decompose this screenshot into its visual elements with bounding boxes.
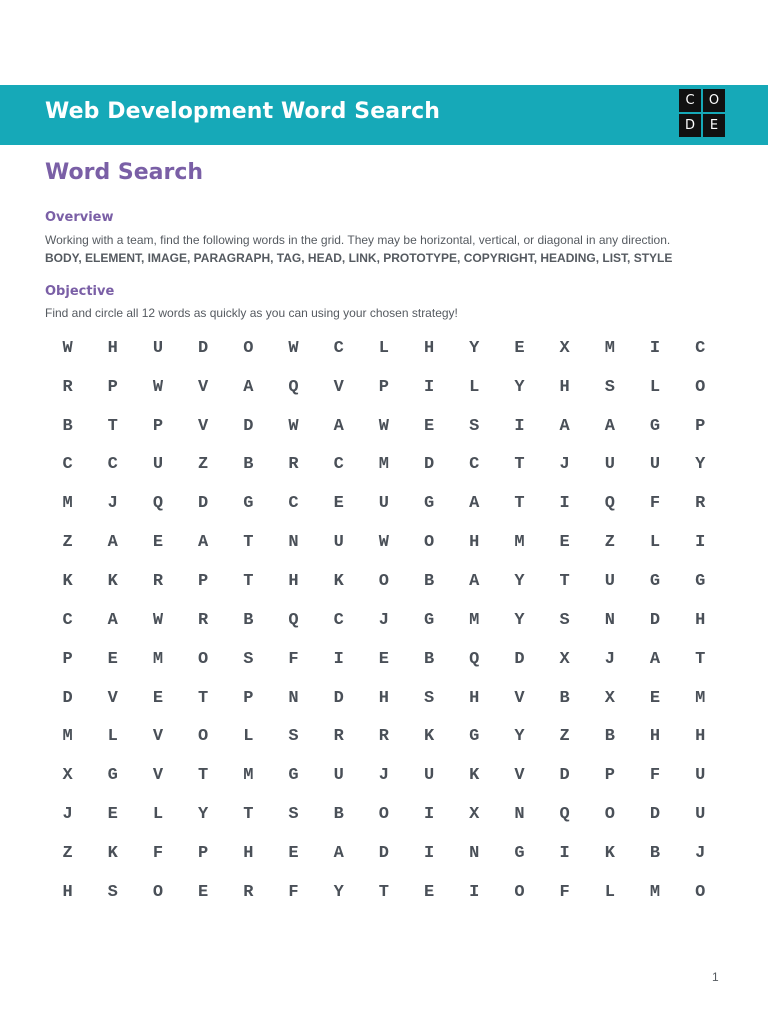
grid-letter[interactable]: S: [107, 882, 118, 902]
grid-letter[interactable]: D: [514, 649, 525, 669]
grid-letter[interactable]: W: [288, 338, 299, 358]
grid-letter[interactable]: E: [288, 843, 299, 863]
grid-letter[interactable]: A: [333, 843, 344, 863]
page-title: Word Search: [45, 160, 204, 185]
grid-letter[interactable]: B: [423, 571, 435, 591]
grid-letter[interactable]: M: [604, 338, 615, 358]
grid-letter[interactable]: D: [198, 338, 209, 358]
grid-letter[interactable]: K: [469, 766, 480, 786]
page-number: 1: [712, 970, 719, 984]
grid-letter[interactable]: Z: [62, 533, 73, 553]
grid-letter[interactable]: N: [469, 843, 480, 863]
grid-letter[interactable]: M: [695, 688, 706, 708]
grid-letter[interactable]: P: [378, 377, 389, 397]
grid-letter[interactable]: T: [198, 688, 209, 708]
grid-letter[interactable]: S: [559, 610, 570, 630]
grid-letter[interactable]: P: [198, 571, 209, 591]
grid-letter[interactable]: E: [152, 688, 164, 708]
grid-letter[interactable]: Z: [198, 455, 209, 475]
grid-letter[interactable]: T: [198, 766, 209, 786]
grid-letter[interactable]: T: [243, 805, 254, 825]
grid-letter[interactable]: Y: [333, 882, 344, 902]
grid-letter[interactable]: D: [198, 494, 209, 514]
grid-letter[interactable]: J: [378, 766, 389, 786]
grid-letter[interactable]: X: [469, 805, 480, 825]
grid-letter[interactable]: E: [649, 688, 661, 708]
grid-letter[interactable]: R: [333, 727, 344, 747]
grid-letter[interactable]: G: [514, 843, 525, 863]
grid-letter[interactable]: C: [62, 610, 73, 630]
grid-letter[interactable]: W: [62, 338, 73, 358]
grid-letter[interactable]: W: [378, 533, 389, 553]
grid-letter[interactable]: L: [649, 377, 661, 397]
grid-letter[interactable]: V: [333, 377, 344, 397]
grid-letter[interactable]: P: [152, 416, 164, 436]
grid-letter[interactable]: M: [152, 649, 164, 669]
grid-letter[interactable]: V: [514, 688, 525, 708]
grid-letter[interactable]: Y: [514, 377, 525, 397]
grid-letter[interactable]: O: [604, 805, 615, 825]
grid-letter[interactable]: I: [423, 805, 435, 825]
grid-letter[interactable]: R: [152, 571, 164, 591]
grid-letter[interactable]: O: [514, 882, 525, 902]
logo-letter: O: [703, 89, 725, 112]
grid-letter[interactable]: K: [604, 843, 615, 863]
grid-letter[interactable]: K: [423, 727, 435, 747]
grid-letter[interactable]: N: [288, 533, 299, 553]
grid-letter[interactable]: O: [378, 805, 389, 825]
grid-letter[interactable]: T: [695, 649, 706, 669]
grid-letter[interactable]: E: [333, 494, 344, 514]
grid-letter[interactable]: U: [604, 571, 615, 591]
grid-letter[interactable]: I: [423, 377, 435, 397]
grid-letter[interactable]: U: [604, 455, 615, 475]
grid-letter[interactable]: K: [107, 571, 118, 591]
code-org-logo: [679, 89, 725, 137]
grid-letter[interactable]: B: [649, 843, 661, 863]
grid-letter[interactable]: K: [107, 843, 118, 863]
grid-letter[interactable]: D: [423, 455, 435, 475]
grid-letter[interactable]: A: [107, 533, 118, 553]
grid-letter[interactable]: J: [107, 494, 118, 514]
grid-letter[interactable]: Y: [514, 727, 525, 747]
grid-letter[interactable]: O: [198, 727, 209, 747]
grid-letter[interactable]: J: [604, 649, 615, 669]
grid-letter[interactable]: Q: [288, 610, 299, 630]
objective-heading: Objective: [45, 284, 115, 299]
grid-letter[interactable]: E: [514, 338, 525, 358]
grid-letter[interactable]: Q: [152, 494, 164, 514]
grid-letter[interactable]: B: [604, 727, 615, 747]
grid-letter[interactable]: E: [378, 649, 389, 669]
grid-letter[interactable]: H: [469, 533, 480, 553]
grid-letter[interactable]: I: [333, 649, 344, 669]
grid-letter[interactable]: V: [152, 766, 164, 786]
grid-letter[interactable]: Q: [604, 494, 615, 514]
grid-letter[interactable]: U: [333, 533, 344, 553]
grid-letter[interactable]: C: [288, 494, 299, 514]
grid-letter[interactable]: K: [333, 571, 344, 591]
grid-letter[interactable]: Y: [514, 610, 525, 630]
grid-letter[interactable]: Z: [604, 533, 615, 553]
grid-letter[interactable]: M: [243, 766, 254, 786]
grid-letter[interactable]: L: [243, 727, 254, 747]
grid-letter[interactable]: G: [107, 766, 118, 786]
grid-letter[interactable]: E: [559, 533, 570, 553]
grid-letter[interactable]: M: [378, 455, 389, 475]
grid-letter[interactable]: X: [559, 649, 570, 669]
grid-letter[interactable]: Z: [62, 843, 73, 863]
grid-letter[interactable]: S: [604, 377, 615, 397]
grid-letter[interactable]: D: [62, 688, 73, 708]
grid-letter[interactable]: N: [514, 805, 525, 825]
grid-letter[interactable]: G: [649, 416, 661, 436]
grid-letter[interactable]: D: [649, 805, 661, 825]
grid-letter[interactable]: W: [152, 610, 164, 630]
grid-letter[interactable]: F: [288, 882, 299, 902]
grid-letter[interactable]: T: [514, 455, 525, 475]
grid-letter[interactable]: B: [243, 455, 254, 475]
grid-letter[interactable]: S: [288, 727, 299, 747]
grid-letter[interactable]: S: [469, 416, 480, 436]
logo-letter: D: [679, 114, 701, 137]
grid-letter[interactable]: B: [423, 649, 435, 669]
grid-letter[interactable]: I: [559, 494, 570, 514]
overview-heading: Overview: [45, 210, 114, 225]
grid-letter[interactable]: G: [243, 494, 254, 514]
grid-letter[interactable]: U: [695, 805, 706, 825]
logo-letter: E: [703, 114, 725, 137]
grid-letter[interactable]: C: [62, 455, 73, 475]
grid-letter[interactable]: G: [423, 494, 435, 514]
grid-letter[interactable]: P: [198, 843, 209, 863]
grid-letter[interactable]: H: [62, 882, 73, 902]
grid-letter[interactable]: G: [469, 727, 480, 747]
grid-letter[interactable]: P: [107, 377, 118, 397]
grid-letter[interactable]: J: [559, 455, 570, 475]
grid-letter[interactable]: Y: [469, 338, 480, 358]
grid-letter[interactable]: L: [152, 805, 164, 825]
grid-letter[interactable]: A: [198, 533, 209, 553]
grid-letter[interactable]: V: [107, 688, 118, 708]
grid-letter[interactable]: Q: [469, 649, 480, 669]
grid-letter[interactable]: A: [649, 649, 661, 669]
grid-letter[interactable]: O: [378, 571, 389, 591]
grid-letter[interactable]: D: [243, 416, 254, 436]
grid-letter[interactable]: P: [604, 766, 615, 786]
grid-letter[interactable]: F: [649, 766, 661, 786]
grid-letter[interactable]: W: [152, 377, 164, 397]
grid-letter[interactable]: Y: [198, 805, 209, 825]
grid-letter[interactable]: E: [423, 882, 435, 902]
grid-letter[interactable]: J: [378, 610, 389, 630]
logo-letter: C: [679, 89, 701, 112]
word-search-grid: [45, 329, 723, 912]
grid-letter[interactable]: Z: [559, 727, 570, 747]
grid-letter[interactable]: T: [243, 533, 254, 553]
grid-letter[interactable]: F: [649, 494, 661, 514]
document-title: Web Development Word Search: [45, 99, 441, 124]
grid-letter[interactable]: W: [378, 416, 389, 436]
grid-letter[interactable]: P: [243, 688, 254, 708]
grid-letter[interactable]: W: [288, 416, 299, 436]
grid-letter[interactable]: R: [198, 610, 209, 630]
grid-letter[interactable]: T: [243, 571, 254, 591]
grid-letter[interactable]: K: [62, 571, 73, 591]
grid-letter[interactable]: D: [333, 688, 344, 708]
grid-letter[interactable]: N: [288, 688, 299, 708]
grid-letter[interactable]: Y: [695, 455, 706, 475]
grid-letter[interactable]: D: [649, 610, 661, 630]
objective-text: Find and circle all 12 words as quickly as you can using your chosen strategy!: [45, 306, 458, 320]
word-list: BODY, ELEMENT, IMAGE, PARAGRAPH, TAG, HEAD, LINK, PROTOTYPE, COPYRIGHT, HEADING, LIST, STYLE: [45, 251, 673, 265]
grid-letter[interactable]: R: [62, 377, 73, 397]
grid-letter[interactable]: I: [469, 882, 480, 902]
grid-letter[interactable]: J: [62, 805, 73, 825]
grid-letter[interactable]: A: [559, 416, 570, 436]
grid-letter[interactable]: L: [604, 882, 615, 902]
grid-letter[interactable]: N: [604, 610, 615, 630]
grid-letter[interactable]: M: [649, 882, 661, 902]
grid-letter[interactable]: V: [198, 377, 209, 397]
grid-letter[interactable]: H: [469, 688, 480, 708]
grid-letter[interactable]: M: [469, 610, 480, 630]
grid-letter[interactable]: T: [514, 494, 525, 514]
grid-letter[interactable]: R: [378, 727, 389, 747]
grid-letter[interactable]: D: [559, 766, 570, 786]
grid-letter[interactable]: C: [107, 455, 118, 475]
grid-letter[interactable]: E: [198, 882, 209, 902]
grid-letter[interactable]: C: [333, 338, 344, 358]
grid-letter[interactable]: C: [333, 610, 344, 630]
grid-letter[interactable]: A: [469, 571, 480, 591]
grid-letter[interactable]: H: [695, 610, 706, 630]
grid-letter[interactable]: O: [243, 338, 254, 358]
grid-letter[interactable]: A: [333, 416, 344, 436]
grid-letter[interactable]: M: [514, 533, 525, 553]
grid-letter[interactable]: E: [107, 805, 118, 825]
grid-letter[interactable]: L: [469, 377, 480, 397]
grid-letter[interactable]: H: [288, 571, 299, 591]
grid-letter[interactable]: X: [559, 338, 570, 358]
grid-letter[interactable]: A: [243, 377, 254, 397]
grid-letter[interactable]: V: [152, 727, 164, 747]
grid-letter[interactable]: L: [378, 338, 389, 358]
grid-letter[interactable]: U: [152, 338, 164, 358]
grid-letter[interactable]: T: [107, 416, 118, 436]
grid-letter[interactable]: P: [62, 649, 73, 669]
grid-letter[interactable]: O: [152, 882, 164, 902]
grid-letter[interactable]: A: [469, 494, 480, 514]
grid-letter[interactable]: H: [649, 727, 661, 747]
grid-letter[interactable]: V: [514, 766, 525, 786]
grid-letter[interactable]: A: [604, 416, 615, 436]
grid-letter[interactable]: C: [695, 338, 706, 358]
grid-letter[interactable]: Q: [288, 377, 299, 397]
grid-letter[interactable]: L: [107, 727, 118, 747]
grid-letter[interactable]: X: [604, 688, 615, 708]
grid-letter[interactable]: C: [469, 455, 480, 475]
grid-letter[interactable]: I: [514, 416, 525, 436]
grid-letter[interactable]: D: [378, 843, 389, 863]
grid-letter[interactable]: M: [62, 494, 73, 514]
grid-letter[interactable]: H: [378, 688, 389, 708]
grid-letter[interactable]: P: [695, 416, 706, 436]
grid-letter[interactable]: R: [695, 494, 706, 514]
grid-letter[interactable]: S: [423, 688, 435, 708]
overview-text: Working with a team, find the following words in the grid. They may be horizontal, vertical, or diagonal in any direction.: [45, 233, 671, 247]
grid-letter[interactable]: I: [559, 843, 570, 863]
grid-letter[interactable]: F: [288, 649, 299, 669]
grid-letter[interactable]: I: [423, 843, 435, 863]
grid-letter[interactable]: O: [198, 649, 209, 669]
grid-letter[interactable]: U: [152, 455, 164, 475]
grid-letter[interactable]: F: [559, 882, 570, 902]
header-banner: [0, 85, 768, 145]
grid-letter[interactable]: H: [695, 727, 706, 747]
grid-letter[interactable]: U: [333, 766, 344, 786]
grid-letter[interactable]: X: [62, 766, 73, 786]
grid-letter[interactable]: I: [649, 338, 661, 358]
grid-letter[interactable]: C: [333, 455, 344, 475]
grid-letter[interactable]: G: [288, 766, 299, 786]
grid-letter[interactable]: H: [243, 843, 254, 863]
grid-letter[interactable]: B: [243, 610, 254, 630]
grid-letter[interactable]: V: [198, 416, 209, 436]
grid-letter[interactable]: B: [559, 688, 570, 708]
grid-letter[interactable]: U: [378, 494, 389, 514]
grid-letter[interactable]: U: [695, 766, 706, 786]
grid-letter[interactable]: Y: [514, 571, 525, 591]
grid-letter[interactable]: L: [649, 533, 661, 553]
grid-letter[interactable]: I: [695, 533, 706, 553]
grid-letter[interactable]: T: [559, 571, 570, 591]
grid-letter[interactable]: Q: [559, 805, 570, 825]
grid-letter[interactable]: G: [423, 610, 435, 630]
grid-letter[interactable]: F: [152, 843, 164, 863]
grid-letter[interactable]: U: [649, 455, 661, 475]
grid-letter[interactable]: G: [695, 571, 706, 591]
grid-letter[interactable]: R: [288, 455, 299, 475]
grid-letter[interactable]: O: [695, 377, 706, 397]
grid-letter[interactable]: J: [695, 843, 706, 863]
grid-letter[interactable]: O: [695, 882, 706, 902]
grid-letter[interactable]: A: [107, 610, 118, 630]
grid-letter[interactable]: S: [288, 805, 299, 825]
grid-letter[interactable]: O: [423, 533, 435, 553]
grid-letter[interactable]: R: [243, 882, 254, 902]
grid-letter[interactable]: B: [333, 805, 344, 825]
grid-letter[interactable]: U: [423, 766, 435, 786]
grid-letter[interactable]: E: [423, 416, 435, 436]
grid-letter[interactable]: E: [107, 649, 118, 669]
grid-letter[interactable]: B: [62, 416, 73, 436]
grid-letter[interactable]: S: [243, 649, 254, 669]
grid-letter[interactable]: H: [559, 377, 570, 397]
grid-letter[interactable]: G: [649, 571, 661, 591]
grid-letter[interactable]: T: [378, 882, 389, 902]
grid-letter[interactable]: H: [107, 338, 118, 358]
grid-letter[interactable]: E: [152, 533, 164, 553]
grid-letter[interactable]: H: [423, 338, 435, 358]
grid-letter[interactable]: M: [62, 727, 73, 747]
